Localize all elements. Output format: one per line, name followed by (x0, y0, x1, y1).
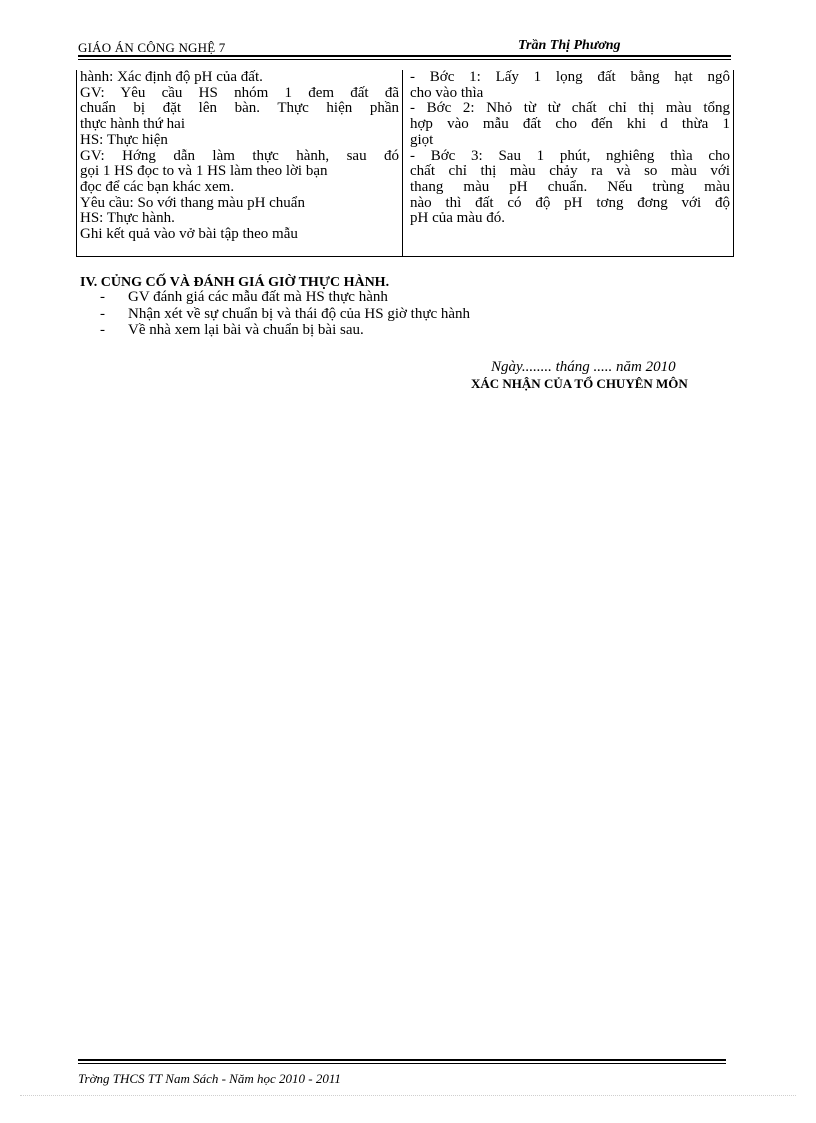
table-right-line: nào thì đất có độ pH tơng đơng với độ (410, 194, 730, 211)
table-right-line: chất chỉ thị màu chảy ra và so màu với (410, 163, 730, 180)
table-left-line: hành: Xác định độ pH của đất. (80, 69, 263, 85)
page-edge-dots (20, 1095, 796, 1096)
steps-column (403, 70, 733, 256)
header-subject: GIÁO ÁN CÔNG NGHỆ 7 (78, 40, 226, 55)
summary-list (100, 289, 470, 339)
table-left-line: gọi 1 HS đọc to và 1 HS làm theo lời bạn (80, 163, 328, 180)
section-heading: IV. CỦNG CỐ VÀ ĐÁNH GIÁ GIỜ THỰC HÀNH. (80, 275, 390, 290)
dash-marker: - (100, 289, 105, 305)
list-item (100, 289, 470, 306)
dash-marker: - (100, 305, 105, 322)
table-right-line: - Bớc 1: Lấy 1 lọng đất bằng hạt ngô (410, 69, 730, 85)
list-item-text: Về nhà xem lại bài và chuẩn bị bài sau. (128, 322, 364, 338)
list-item (100, 322, 470, 339)
list-item-text: Nhận xét về sự chuẩn bị và thái độ của HS giờ thực hành (128, 305, 471, 322)
table-right-line: giọt (410, 131, 434, 148)
footer-divider-thin (78, 1063, 726, 1064)
footer-divider (78, 1059, 726, 1061)
header-divider (78, 55, 731, 57)
table-left-line: HS: Thực hiện (80, 131, 168, 148)
confirmation-heading: XÁC NHẬN CỦA TỔ CHUYÊN MÔN (471, 376, 688, 391)
table-right-line: hợp vào mẫu đất cho đến khi d thừa 1 (410, 116, 730, 133)
footer-school: Trờng THCS TT Nam Sách - Năm học 2010 - 2011 (78, 1071, 341, 1086)
table-left-line: thực hành thứ hai (80, 116, 185, 133)
table-left-line: Yêu cầu: So với thang màu pH chuẩn (80, 194, 305, 211)
table-left-line: chuẩn bị đặt lên bàn. Thực hiện phần (80, 100, 399, 117)
table-left-line: GV: Hớng dẫn làm thực hành, sau đó (80, 147, 399, 164)
table-left-line: đọc để các bạn khác xem. (80, 178, 235, 195)
date-line: Ngày........ tháng ..... năm 2010 (491, 359, 676, 375)
table-right-line: - Bớc 2: Nhỏ từ từ chất chỉ thị màu tổng (410, 100, 730, 117)
dash-marker: - (100, 322, 105, 338)
table-right-line: thang màu pH chuẩn. Nếu trùng màu (410, 178, 730, 195)
header-divider-thin (78, 59, 731, 60)
table-right-line: - Bớc 3: Sau 1 phút, nghiêng thìa cho (410, 147, 730, 164)
list-item (100, 306, 470, 323)
table-left-line: HS: Thực hành. (80, 210, 175, 227)
table-left-line: GV: Yêu cầu HS nhóm 1 đem đất đã (80, 84, 399, 101)
header-author: Trần Thị Phương (518, 38, 621, 53)
teacher-student-column (77, 70, 403, 256)
activity-table (76, 70, 734, 257)
list-item-text: GV đánh giá các mẫu đất mà HS thực hành (128, 289, 388, 305)
table-right-line: cho vào thìa (410, 84, 484, 101)
table-right-line: pH của màu đó. (410, 210, 505, 227)
table-left-line: Ghi kết quả vào vở bài tập theo mẫu (80, 226, 298, 243)
